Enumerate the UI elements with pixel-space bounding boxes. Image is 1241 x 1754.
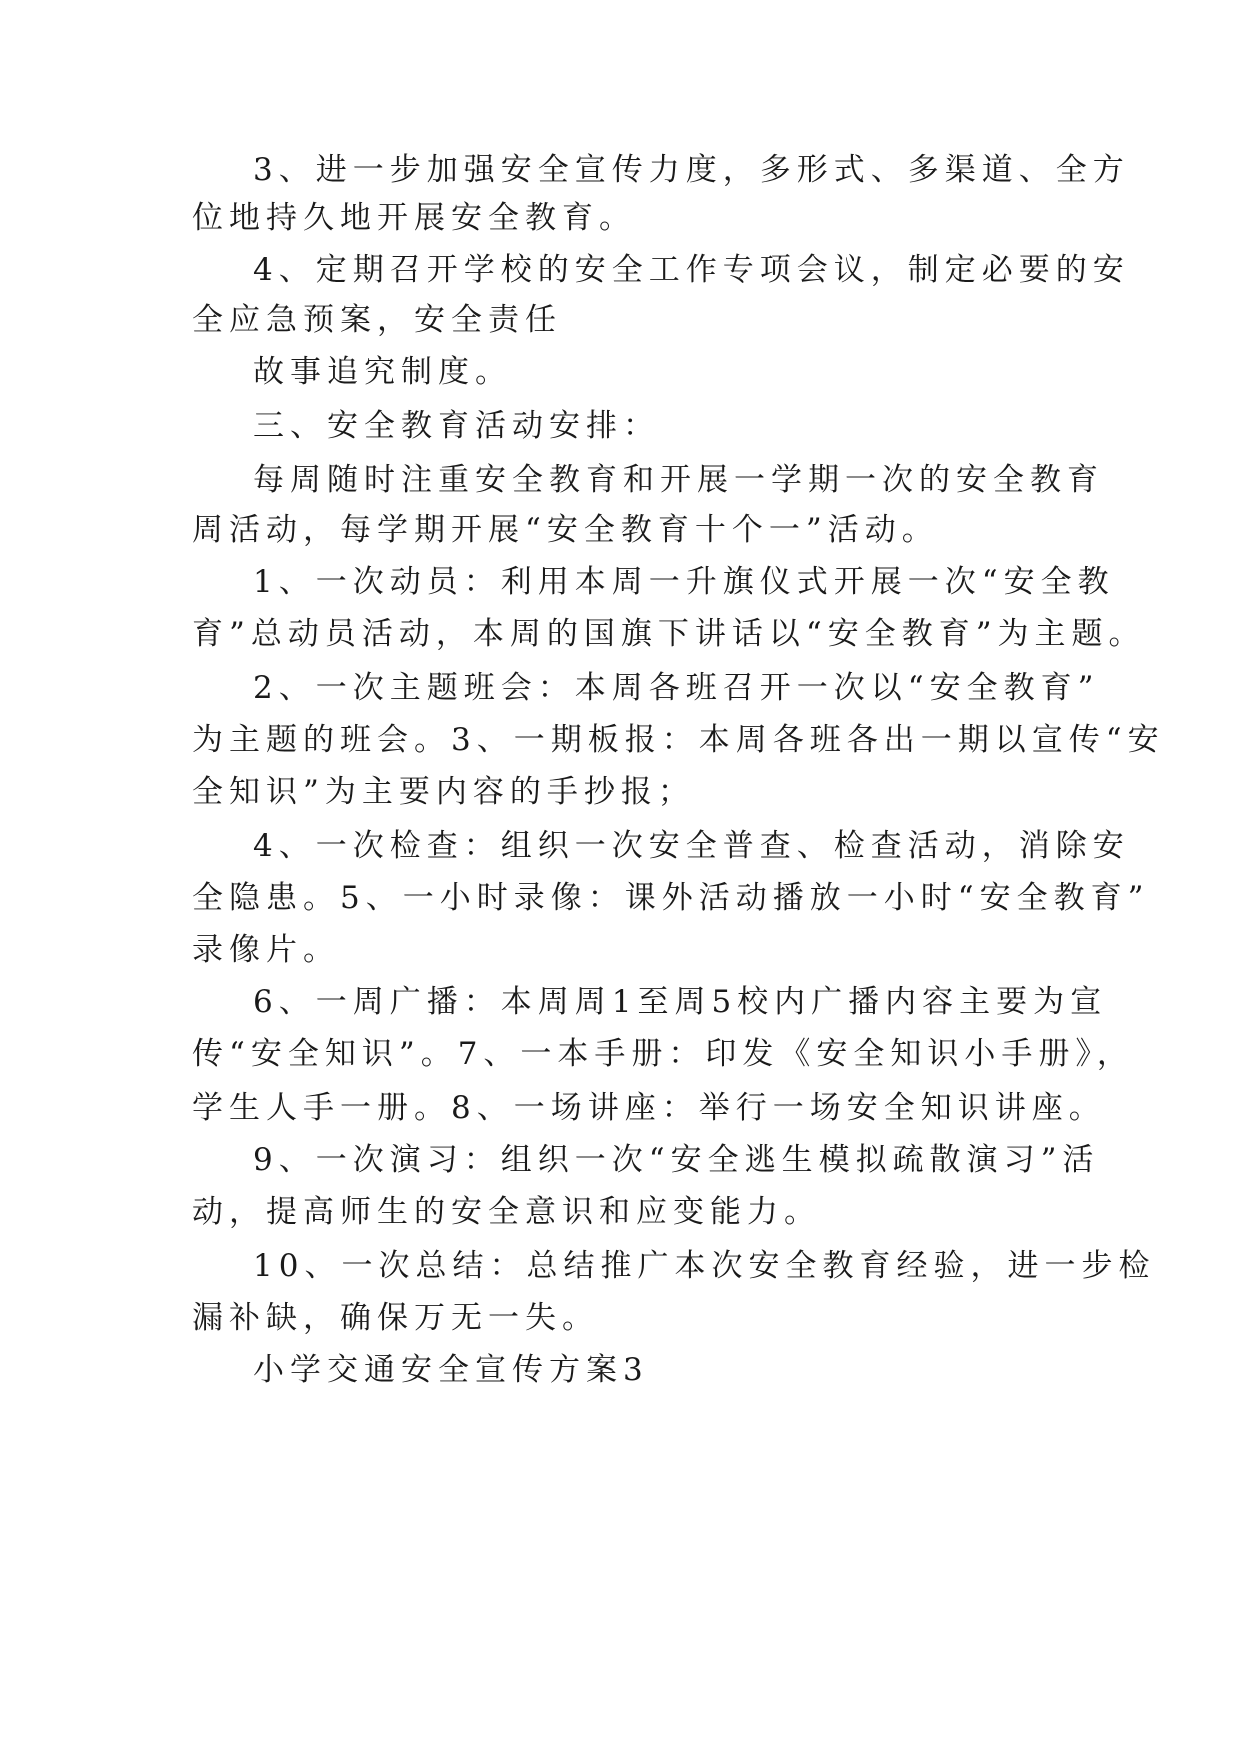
section-title: 小学交通安全宣传方案3: [253, 1352, 649, 1388]
paragraph-line: 全隐患。5、一小时录像：课外活动播放一小时“安全教育”: [192, 880, 1150, 916]
paragraph-line: 漏补缺，确保万无一失。: [192, 1300, 599, 1336]
paragraph-line: 动，提高师生的安全意识和应变能力。: [192, 1194, 821, 1230]
paragraph-line: 1、一次动员：利用本周一升旗仪式开展一次“安全教: [253, 564, 1115, 600]
paragraph-line: 录像片。: [192, 932, 340, 968]
paragraph-line: 学生人手一册。8、一场讲座：举行一场安全知识讲座。: [192, 1090, 1106, 1126]
paragraph-line: 6、一周广播：本周周1至周5校内广播内容主要为宣: [253, 984, 1108, 1020]
paragraph-line: 传“安全知识”。7、一本手册：印发《安全知识小手册》，: [192, 1036, 1134, 1072]
paragraph-line: 周活动，每学期开展“安全教育十个一”活动。: [192, 512, 939, 548]
paragraph-line: 为主题的班会。3、一期板报：本周各班各出一期以宣传“安: [192, 722, 1165, 758]
paragraph-line: 全知识”为主要内容的手抄报；: [192, 774, 695, 810]
paragraph-line: 位地持久地开展安全教育。: [192, 200, 636, 236]
paragraph-line: 10、一次总结：总结推广本次安全教育经验，进一步检: [253, 1248, 1156, 1284]
paragraph-line: 9、一次演习：组织一次“安全逃生模拟疏散演习”活: [253, 1142, 1100, 1178]
paragraph-line: 4、定期召开学校的安全工作专项会议，制定必要的安: [253, 252, 1130, 288]
section-heading: 三、安全教育活动安排：: [253, 408, 660, 444]
paragraph-line: 4、一次检查：组织一次安全普查、检查活动，消除安: [253, 828, 1130, 864]
paragraph-line: 故事追究制度。: [253, 354, 512, 390]
paragraph-line: 每周随时注重安全教育和开展一学期一次的安全教育: [253, 462, 1104, 498]
paragraph-line: 全应急预案，安全责任: [192, 302, 562, 338]
paragraph-line: 2、一次主题班会：本周各班召开一次以“安全教育”: [253, 670, 1100, 706]
paragraph-line: 育”总动员活动，本周的国旗下讲话以“安全教育”为主题。: [192, 616, 1146, 652]
paragraph-line: 3、进一步加强安全宣传力度，多形式、多渠道、全方: [253, 152, 1130, 188]
